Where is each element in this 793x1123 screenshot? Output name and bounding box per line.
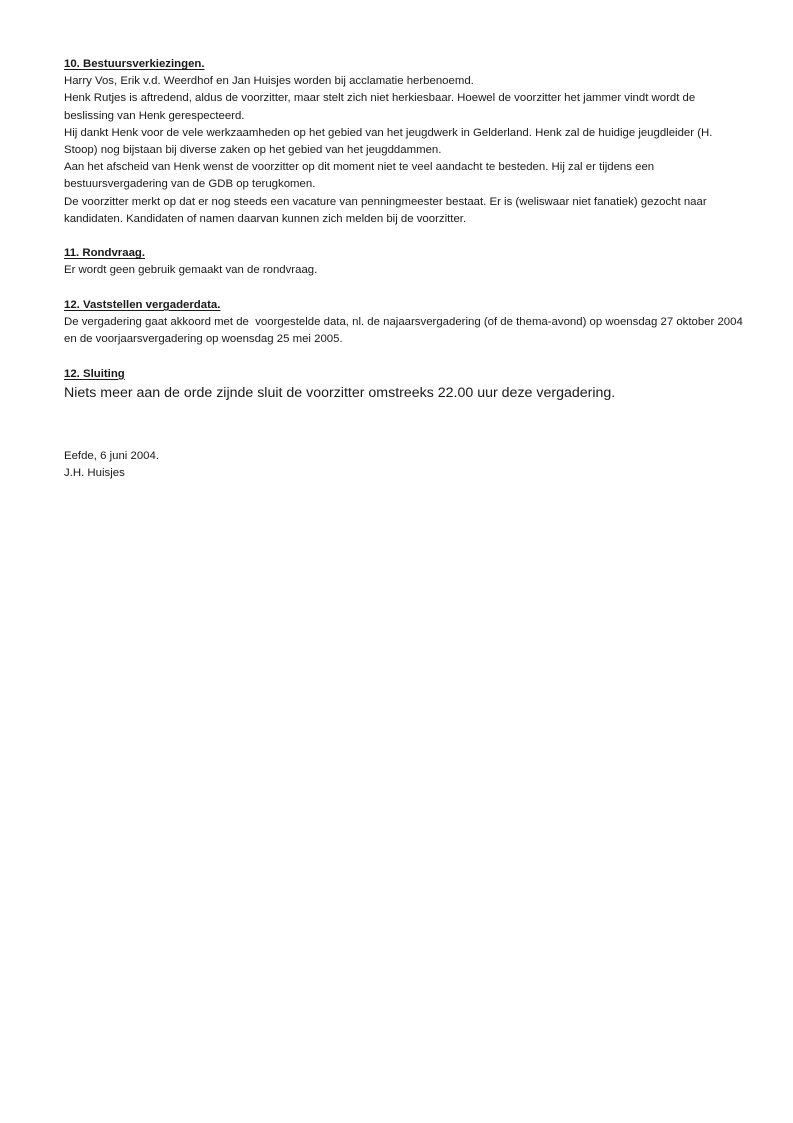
- signature-name: J.H. Huisjes: [64, 467, 125, 480]
- heading-text: 10. Bestuursverkiezingen.: [64, 58, 205, 70]
- section-bestuursverkiezingen: [64, 56, 743, 228]
- document-body: [64, 56, 746, 482]
- paragraph: Hij dankt Henk voor de vele werkzaamheden op het gebied van het jeugdwerk in Gelderland. Henk zal de huidige jeugdleider (H. Stoop) nog bijstaan bij diverse zaken op het gebied van het jeugddammen.: [64, 126, 716, 157]
- section-heading-sluiting: [64, 366, 743, 383]
- section-spacer: [64, 280, 743, 297]
- section-heading-bestuursverkiezingen: [64, 56, 743, 73]
- paragraph: De voorzitter merkt op dat er nog steeds een vacature van penningmeester bestaat. Er is (weliswaar niet fanatiek) gezocht naar kandidaten. Kandidaten of namen daarvan kunnen zich melden bij de voorzitter.: [64, 195, 710, 225]
- section-heading-vaststellen-vergaderdata: [64, 297, 743, 314]
- heading-text: 12. Sluiting: [64, 367, 125, 380]
- section-sluiting: [64, 366, 743, 404]
- paragraph: Henk Rutjes is aftredend, aldus de voorzitter, maar stelt zich niet herkiesbaar. Hoewel de voorzitter het jammer vindt wordt de beslissing van Henk gerespecteerd.: [64, 92, 699, 122]
- closing-statement: Niets meer aan de orde zijnde sluit de voorzitter omstreeks 22.00 uur deze vergadering.: [64, 384, 616, 401]
- paragraph: Er wordt geen gebruik gemaakt van de rondvraag.: [64, 264, 318, 277]
- paragraph: De vergadering gaat akkoord met de voorgestelde data, nl. de najaarsvergadering (of de thema-avond) op woensdag 27 oktober 2004 en de voorjaarsvergadering op woensdag 25 mei 2005.: [64, 316, 746, 346]
- paragraph: Aan het afscheid van Henk wenst de voorzitter op dit moment niet te veel aandacht te besteden. Hij zal er tijdens een bestuursvergadering van de GDB op terugkomen.: [64, 161, 658, 191]
- paragraph: Harry Vos, Erik v.d. Weerdhof en Jan Huisjes worden bij acclamatie herbenoemd.: [64, 75, 474, 88]
- section-vaststellen-vergaderdata: [64, 297, 746, 349]
- heading-text: 12. Vaststellen vergaderdata.: [64, 298, 221, 311]
- signature-spacer: [64, 404, 743, 448]
- signature-place-date: Eefde, 6 juni 2004.: [64, 449, 159, 462]
- section-spacer: [64, 228, 743, 245]
- section-spacer: [64, 348, 743, 365]
- signature-block: [64, 448, 743, 482]
- section-rondvraag: [64, 245, 743, 279]
- heading-text: 11. Rondvraag.: [64, 247, 146, 260]
- section-heading-rondvraag: [64, 245, 743, 262]
